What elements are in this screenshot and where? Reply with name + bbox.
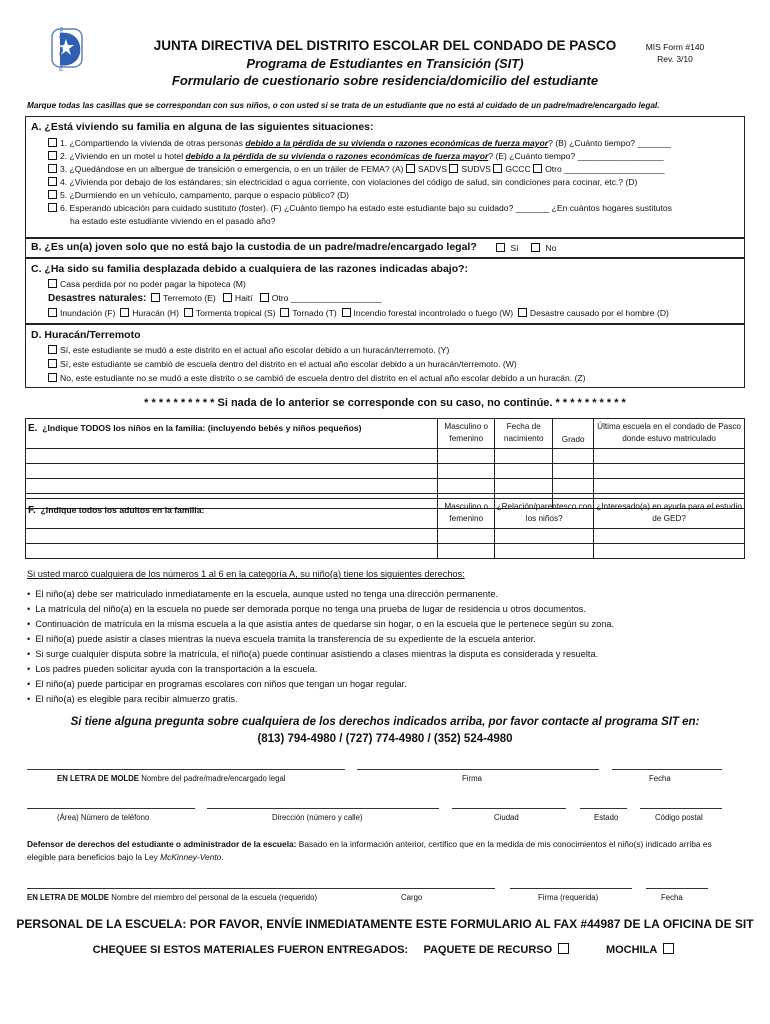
right-text: Los padres pueden solicitar ayuda con la transportación a la escuela. — [35, 664, 318, 674]
state-line[interactable] — [580, 808, 627, 809]
b-no[interactable] — [531, 243, 556, 253]
a3-sudvs: SUDVS — [461, 164, 494, 174]
resource-package-checkbox[interactable] — [558, 943, 569, 954]
cell[interactable] — [553, 449, 594, 464]
section-a — [25, 116, 745, 238]
table-row[interactable] — [26, 479, 745, 494]
cell[interactable] — [594, 479, 745, 494]
advocate-title: Defensor de derechos del estudiante o administrador de la escuela: — [27, 839, 297, 849]
cell[interactable] — [26, 449, 438, 464]
checkbox-no[interactable] — [531, 243, 540, 252]
c-option-mortgage[interactable] — [48, 279, 246, 289]
staff-date-line[interactable] — [646, 888, 708, 889]
checkbox-terremoto[interactable] — [151, 293, 160, 302]
section-d-title: D. Huracán/Terremoto — [31, 329, 141, 341]
parent-name-label — [57, 774, 286, 783]
list-item: • El niño(a) puede participar en programas escolares con niños que tengan un hogar regular. — [27, 679, 407, 689]
district-logo — [40, 27, 85, 87]
col-ged: ¿Interesado(a) en ayuda para el estudio de GED? — [594, 499, 745, 529]
form-revision: Rev. 3/10 — [657, 54, 693, 64]
a4-text: 4. ¿Vivienda por debajo de los estándares; sin electricidad o agua corriente, con violaciones del código de salud, sin condiciones para cocinar, etc.? (D) — [60, 177, 638, 187]
table-row[interactable] — [26, 544, 745, 559]
signature-label: Firma — [462, 774, 482, 783]
resource-package-label: PAQUETE DE RECURSO — [423, 944, 553, 956]
col-relationship: ¿Relación/parentesco con los niños? — [495, 499, 594, 529]
cell[interactable] — [26, 544, 438, 559]
cell[interactable] — [553, 464, 594, 479]
form-number — [640, 41, 710, 65]
cell[interactable] — [26, 464, 438, 479]
address-label: Dirección (número y calle) — [272, 813, 363, 822]
c-disasters — [48, 293, 382, 304]
a6-text: 6. Esperando ubicación para cuidado sustituto (foster). (F) ¿Cuánto tiempo ha estado este estudiante bajo su cuidado? _______ ¿En cuántos hogares sustitutos — [60, 203, 672, 213]
c-huracan: Huracán (H) — [132, 308, 180, 318]
checkbox[interactable] — [48, 177, 57, 186]
right-text: El niño(a) puede asistir a clases mientras la nueva escuela tramita la transferencia de su expediente de la escuela anterior. — [35, 634, 536, 644]
form-subtitle: Programa de Estudiantes en Transición (SIT) — [246, 56, 524, 71]
checkbox-huracan[interactable] — [120, 308, 129, 317]
a2-tail: ? (E) ¿Cuánto tiempo? __________________ — [488, 151, 664, 161]
staff-name-line[interactable] — [27, 888, 495, 889]
col-grade: Grado — [553, 419, 594, 449]
d-option-y[interactable] — [48, 345, 449, 355]
adults-label-cell — [26, 499, 438, 529]
a1-tail: ? (B) ¿Cuánto tiempo? _______ — [548, 138, 671, 148]
a-option-6[interactable] — [48, 203, 672, 213]
b-yes-label: Sí — [510, 243, 519, 253]
checkbox[interactable] — [48, 359, 57, 368]
checkbox-sudvs[interactable] — [449, 164, 458, 173]
d3-text: No, este estudiante no se mudó a este distrito o se cambió de escuela dentro del distrito en el actual año escolar debido a un huracán. (Z) — [60, 373, 586, 383]
section-b-title: B. ¿Es un(a) joven solo que no está bajo la custodia de un padre/madre/encargado legal? — [31, 241, 477, 253]
checkbox-haiti[interactable] — [223, 293, 232, 302]
staff-title-label: Cargo — [401, 893, 423, 902]
state-label: Estado — [594, 813, 619, 822]
backpack-label: MOCHILA — [605, 944, 658, 956]
no-continue-notice: * * * * * * * * * * Si nada de lo anterior se corresponde con su caso, no continúe. * * * * * * * * * * — [144, 397, 626, 409]
c-terremoto: Terremoto (E) — [163, 293, 216, 303]
table-row[interactable] — [26, 464, 745, 479]
section-c — [25, 258, 745, 324]
cell[interactable] — [495, 479, 553, 494]
col-gender: Masculino o femenino — [438, 419, 495, 449]
parent-name-line[interactable] — [27, 769, 345, 770]
right-text: El niño(a) es elegible para recibir almuerzo gratis. — [35, 694, 238, 704]
advocate-text: Basado en la información anterior, certifico que en la medida de mis conocimientos el niño(s) indicado arriba es elegible para beneficios bajo la Ley — [27, 839, 712, 862]
parent-date-line[interactable] — [612, 769, 722, 770]
a5-text: 5. ¿Durmiendo en un vehículo, campamento, parque o espacio público? (D) — [60, 190, 350, 200]
advocate-end: . — [221, 852, 224, 862]
checkbox-desastre-hombre[interactable] — [518, 308, 527, 317]
staff-date-label: Fecha — [661, 893, 683, 902]
cell[interactable] — [495, 544, 594, 559]
checkbox[interactable] — [48, 138, 57, 147]
adults-table — [25, 498, 745, 559]
checkbox[interactable] — [48, 345, 57, 354]
c1-text: Casa perdida por no poder pagar la hipoteca (M) — [60, 279, 246, 289]
b-yes[interactable] — [496, 243, 519, 253]
phone-line[interactable] — [27, 808, 195, 809]
list-item: • El niño(a) puede asistir a clases mientras la nueva escuela tramita la transferencia de su expediente de la escuela anterior. — [27, 634, 536, 644]
materials-check — [0, 943, 770, 956]
staff-signature-line[interactable] — [510, 888, 632, 889]
zip-label: Código postal — [655, 813, 703, 822]
checkbox-yes[interactable] — [496, 243, 505, 252]
section-b — [25, 238, 745, 258]
checkbox[interactable] — [48, 203, 57, 212]
c-desastre-hombre: Desastre causado por el hombre (D) — [529, 308, 669, 318]
a-option-5[interactable] — [48, 190, 349, 200]
staff-name-text: Nombre del miembro del personal de la escuela (requerido) — [111, 893, 318, 902]
section-c-title: C. ¿Ha sido su familia desplazada debido a cualquiera de las razones indicadas abajo?: — [31, 263, 469, 275]
list-item: • Si surge cualquier disputa sobre la matrícula, el niño(a) puede continuar asistiendo a clases mientras la disputa es considerada y resuelta. — [27, 649, 599, 659]
a3-gccc: GCCC — [505, 164, 534, 174]
b-no-label: No — [545, 243, 557, 253]
c-tormenta: Tormenta tropical (S) — [195, 308, 276, 318]
list-item: • La matrícula del niño(a) en la escuela no puede ser demorada porque no tenga una prueba de lugar de residencia u otros documentos. — [27, 604, 586, 614]
a1-emphasis: debido a la pérdida de su vivienda o razones económicas de fuerza mayor — [245, 138, 549, 148]
contact-phones: (813) 794-4980 / (727) 774-4980 / (352) 524-4980 — [257, 733, 513, 745]
children-label-cell — [26, 419, 438, 449]
d-option-w[interactable] — [48, 359, 517, 369]
right-text: Si surge cualquier disputa sobre la matrícula, el niño(a) puede continuar asistiendo a clases mientras la disputa es considerada y resuelta. — [35, 649, 599, 659]
col-last-school: Última escuela en el condado de Pasco donde estuvo matriculado — [594, 419, 745, 449]
parent-signature-line[interactable] — [357, 769, 599, 770]
right-text: El niño(a) puede participar en programas escolares con niños que tengan un hogar regular. — [35, 679, 407, 689]
advocate-certification — [27, 838, 727, 864]
right-text: La matrícula del niño(a) en la escuela no puede ser demorada porque no tenga una prueba de lugar de residencia u otros documentos. — [35, 604, 586, 614]
contact-text: Si tiene alguna pregunta sobre cualquiera de los derechos indicados arriba, por favor contacte al programa SIT en: — [70, 716, 700, 728]
cell[interactable] — [495, 529, 594, 544]
table-row[interactable] — [26, 449, 745, 464]
a6-continued: ha estado este estudiante viviendo en el pasado año? — [70, 216, 276, 226]
right-text: El niño(a) debe ser matriculado inmediatamente en la escuela, aunque usted no tenga una dirección permanente. — [35, 589, 499, 599]
checkbox[interactable] — [48, 151, 57, 160]
d-option-z[interactable] — [48, 373, 586, 383]
cell[interactable] — [438, 449, 495, 464]
address-line[interactable] — [207, 808, 439, 809]
rights-intro: Si usted marcó cualquiera de los números 1 al 6 en la categoría A, su niño(a) tiene los siguientes derechos: — [27, 569, 465, 579]
logo-text: Pasco County Schools — [59, 27, 65, 71]
cell[interactable] — [594, 529, 745, 544]
staff-signature-label: Firma (requerida) — [538, 893, 599, 902]
d1-text: Sí, este estudiante se mudó a este distrito en el actual año escolar debido a un huracán/terremoto. (Y) — [60, 345, 450, 355]
cell[interactable] — [594, 544, 745, 559]
checkbox[interactable] — [48, 279, 57, 288]
f-letter: F. — [28, 505, 36, 516]
law-name: McKinney-Vento — [160, 852, 222, 862]
d2-text: Sí, este estudiante se cambió de escuela dentro del distrito en el actual año escolar debido a un huracán/terremoto. (W) — [60, 359, 517, 369]
checkbox-gccc[interactable] — [493, 164, 502, 173]
instructions: Marque todas las casillas que se correspondan con sus niños, o con usted si se trata de un estudiante que no está al cuidado de un padre/madre/encargado legal. — [27, 101, 660, 110]
section-d — [25, 324, 745, 388]
c-haiti: Haití — [234, 293, 253, 303]
print-caps: EN LETRA DE MOLDE — [57, 774, 140, 783]
a3-otro: Otro _____________________ — [545, 164, 665, 174]
checkbox-tornado[interactable] — [280, 308, 289, 317]
cell[interactable] — [438, 479, 495, 494]
cell[interactable] — [438, 544, 495, 559]
date-label: Fecha — [649, 774, 671, 783]
a2-text: 2. ¿Viviendo en un motel u hotel — [60, 151, 186, 161]
e-label: ¿Indique TODOS los niños en la familia: (incluyendo bebés y niños pequeños) — [42, 423, 362, 433]
cell[interactable] — [594, 464, 745, 479]
children-table — [25, 418, 745, 509]
checkbox-inundacion[interactable] — [48, 308, 57, 317]
e-letter: E. — [28, 423, 38, 434]
list-item: • Los padres pueden solicitar ayuda con la transportación a la escuela. — [27, 664, 318, 674]
checkbox[interactable] — [48, 190, 57, 199]
col-gender: Masculino o femenino — [438, 499, 495, 529]
c-tornado: Tornado (T) — [292, 308, 337, 318]
city-line[interactable] — [452, 808, 566, 809]
cell[interactable] — [594, 449, 745, 464]
a-option-2[interactable] — [48, 151, 664, 161]
table-row[interactable] — [26, 529, 745, 544]
materials-check-label: CHEQUEE SI ESTOS MATERIALES FUERON ENTREGADOS: — [92, 944, 409, 956]
a-option-3[interactable] — [48, 164, 665, 174]
checkbox-otro[interactable] — [260, 293, 269, 302]
a-option-4[interactable] — [48, 177, 637, 187]
c-incendio: Incendio forestal incontrolado o fuego (W) — [353, 308, 514, 318]
cell[interactable] — [26, 479, 438, 494]
c-inundacion: Inundación (F) — [60, 308, 116, 318]
c-options-row — [48, 308, 669, 318]
right-text: Continuación de matrícula en la misma escuela a la que asistía antes de quedarse sin hogar, o en la escuela que le pertenece según su zona. — [35, 619, 615, 629]
a2-emphasis: debido a la pérdida de su vivienda o razones económicas de fuerza mayor — [185, 151, 489, 161]
form-number-text: MIS Form #140 — [645, 42, 705, 52]
cell[interactable] — [495, 449, 553, 464]
form-title: JUNTA DIRECTIVA DEL DISTRITO ESCOLAR DEL CONDADO DE PASCO — [153, 38, 617, 53]
a-option-1[interactable] — [48, 138, 671, 148]
cell[interactable] — [438, 529, 495, 544]
checkbox-sadvs[interactable] — [406, 164, 415, 173]
phone-label: (Área) Número de teléfono — [57, 813, 150, 822]
staff-name-label — [27, 893, 317, 902]
checkbox[interactable] — [48, 373, 57, 382]
a1-text: 1. ¿Compartiendo la vivienda de otras personas — [60, 138, 246, 148]
checkbox-tormenta[interactable] — [184, 308, 193, 317]
col-birthdate: Fecha de nacimiento — [495, 419, 553, 449]
a3-text: 3. ¿Quedándose en un albergue de transición o emergencia, o en un tráiler de FEMA? (A) — [60, 164, 406, 174]
table-header-row — [26, 499, 745, 529]
cell[interactable] — [438, 464, 495, 479]
cell[interactable] — [495, 464, 553, 479]
disasters-label: Desastres naturales: — [48, 293, 147, 304]
parent-name-text: Nombre del padre/madre/encargado legal — [141, 774, 286, 783]
a3-sadvs: SADVS — [417, 164, 450, 174]
zip-line[interactable] — [640, 808, 722, 809]
city-label: Ciudad — [494, 813, 519, 822]
school-staff-notice: PERSONAL DE LA ESCUELA: POR FAVOR, ENVÍE INMEDIATAMENTE ESTE FORMULARIO AL FAX #44987 DE LA OFICINA DE SIT — [16, 917, 754, 931]
cell[interactable] — [26, 529, 438, 544]
list-item: • Continuación de matrícula en la misma escuela a la que asistía antes de quedarse sin hogar, o en la escuela que le pertenece según su zona. — [27, 619, 615, 629]
print-caps: EN LETRA DE MOLDE — [27, 893, 110, 902]
list-item: • El niño(a) es elegible para recibir almuerzo gratis. — [27, 694, 238, 704]
section-a-title: A. ¿Está viviendo su familia en alguna de las siguientes situaciones: — [31, 121, 374, 133]
checkbox-otro[interactable] — [533, 164, 542, 173]
f-label: ¿Indique todos los adultos en la familia: — [40, 505, 205, 515]
backpack-checkbox[interactable] — [663, 943, 674, 954]
checkbox[interactable] — [48, 164, 57, 173]
list-item: • El niño(a) debe ser matriculado inmediatamente en la escuela, aunque usted no tenga una dirección permanente. — [27, 589, 499, 599]
form-subtitle-2: Formulario de cuestionario sobre residencia/domicilio del estudiante — [171, 73, 599, 88]
checkbox-incendio[interactable] — [342, 308, 351, 317]
table-header-row — [26, 419, 745, 449]
c-otro: Otro ___________________ — [271, 293, 382, 303]
cell[interactable] — [553, 479, 594, 494]
